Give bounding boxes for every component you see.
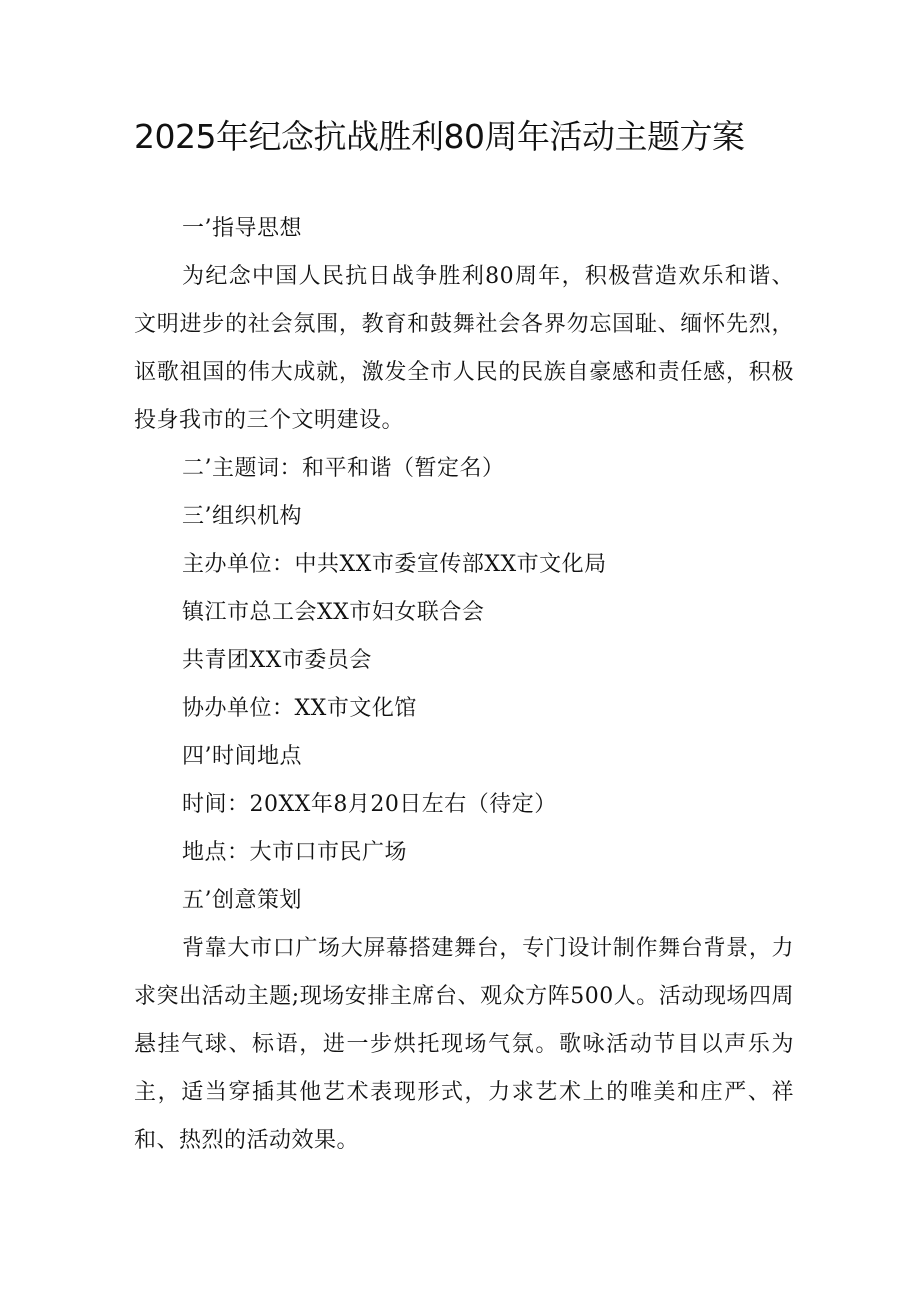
section-heading-time-place: 四’时间地点 — [182, 744, 302, 769]
assisting-organizer-line: 协办单位：XX市文化馆 — [182, 696, 417, 721]
section-heading-theme: 二’主题词：和平和谐（暂定名） — [182, 456, 505, 481]
organizer-line: 主办单位：中共XX市委宣传部XX市文化局 — [182, 552, 607, 577]
section-heading-guiding-ideology: 一’指导思想 — [182, 216, 302, 241]
document-title: 2025年纪念抗战胜利80周年活动主题方案 — [134, 117, 745, 156]
co-organizer-line-2: 共青团XX市委员会 — [182, 648, 372, 673]
section-heading-creative-plan: 五’创意策划 — [182, 888, 302, 913]
event-time-line: 时间：20XX年8月20日左右（待定） — [182, 792, 557, 817]
co-organizer-line-1: 镇江市总工会XX市妇女联合会 — [182, 600, 485, 625]
paragraph-creative-plan: 背靠大市口广场大屏幕搭建舞台，专门设计制作舞台背景，力求突出活动主题;现场安排主席台、观众方阵500人。活动现场四周悬挂气球、标语，进一步烘托现场气氛。歌咏活动节目以声乐为主，适当穿插其他艺术表现形式，力求艺术上的唯美和庄严、祥和、热烈的活动效果。 — [134, 936, 794, 1153]
event-place-line: 地点：大市口市民广场 — [182, 840, 408, 865]
paragraph-guiding-ideology: 为纪念中国人民抗日战争胜利80周年，积极营造欢乐和谐、文明进步的社会氛围，教育和鼓舞社会各界勿忘国耻、缅怀先烈，讴歌祖国的伟大成就，激发全市人民的民族自豪感和责任感，积极投身我市的三个文明建设。 — [134, 264, 794, 433]
section-heading-organization: 三’组织机构 — [182, 504, 302, 529]
document-body — [134, 205, 794, 1165]
